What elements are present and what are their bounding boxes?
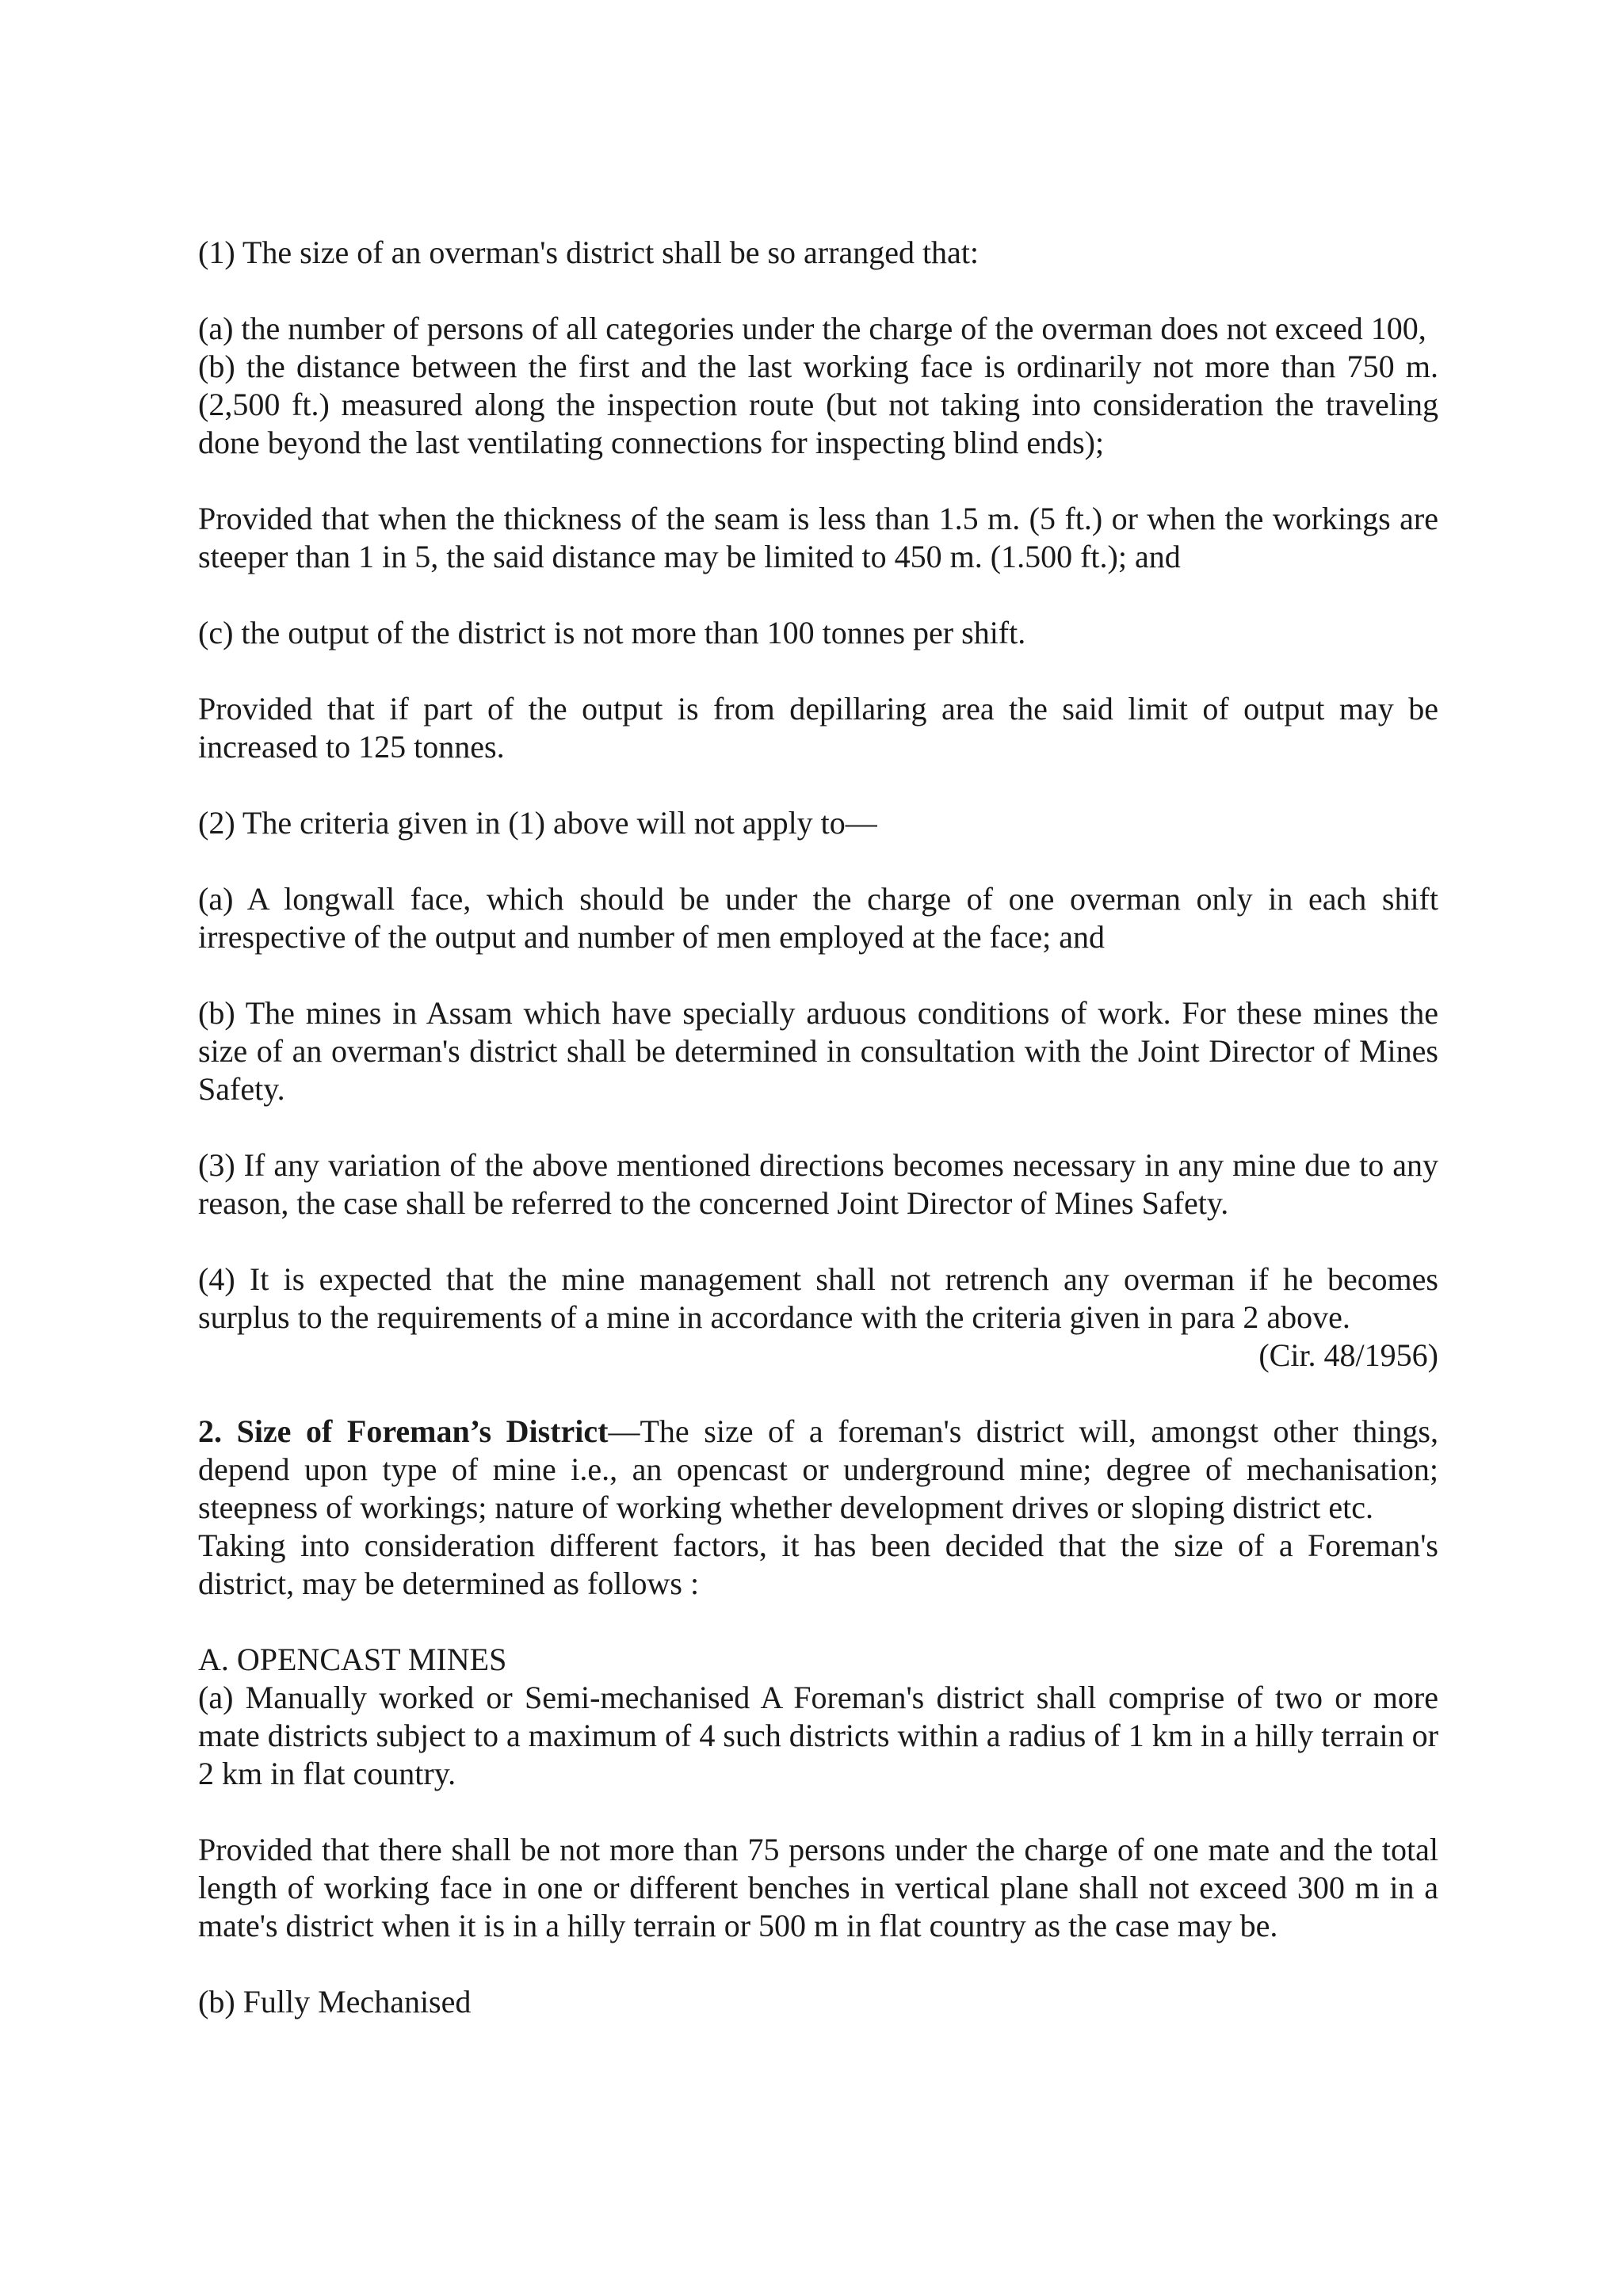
section-foreman-district-body-wrap bbox=[198, 1413, 1438, 1525]
clause-3: (3) If any variation of the above mentioned directions becomes necessary in any mine due to any reason, the case shall be referred to the concerned Joint Director of Mines Safety. bbox=[198, 1147, 1438, 1221]
proviso-depillaring: Provided that if part of the output is from depillaring area the said limit of output may be increased to 125 tonnes. bbox=[198, 691, 1438, 765]
clause-4: (4) It is expected that the mine management shall not retrench any overman if he becomes surplus to the requirements of a mine in accordance with the criteria given in para 2 above. bbox=[198, 1261, 1438, 1335]
section-body-continued: Taking into consideration different factors, it has been decided that the size of a Foreman's district, may be determined as follows : bbox=[198, 1527, 1438, 1601]
clause-2-intro: (2) The criteria given in (1) above will not apply to— bbox=[198, 805, 877, 841]
section-heading: 2. Size of Foreman’s District bbox=[198, 1413, 609, 1449]
clause-2a: (a) A longwall face, which should be under the charge of one overman only in each shift irrespective of the output and number of men employed at the face; and bbox=[198, 881, 1438, 955]
section-foreman-district bbox=[198, 1413, 1438, 1603]
clause-2b: (b) The mines in Assam which have specially arduous conditions of work. For these mines the size of an overman's district shall be determined in consultation with the Joint Director of Mines Safety. bbox=[198, 995, 1438, 1107]
proviso-seam-thickness: Provided that when the thickness of the seam is less than 1.5 m. (5 ft.) or when the workings are steeper than 1 in 5, the said distance may be limited to 450 m. (1.500 ft.); and bbox=[198, 501, 1438, 574]
clause-1a: (a) the number of persons of all categories under the charge of the overman does not exceed 100, bbox=[198, 311, 1426, 346]
circular-citation: (Cir. 48/1956) bbox=[1258, 1337, 1438, 1373]
clause-1b: (b) the distance between the first and the last working face is ordinarily not more than 750 m. (2,500 ft.) measured along the inspection route (but not taking into consideration the traveling done beyond the last ventilating connections for inspecting blind ends); bbox=[198, 349, 1438, 460]
subsection-opencast-mines: A. OPENCAST MINES bbox=[198, 1642, 507, 1677]
section-body: —The size of a foreman's district will, amongst other things, depend upon type of mine i.e., an opencast or underground mine; degree of mechanisation; steepness of workings; nature of working whether development drives or sloping district etc. bbox=[198, 1413, 1438, 1525]
clause-4-block bbox=[198, 1261, 1438, 1375]
opencast-clause-a: (a) Manually worked or Semi-mechanised A Foreman's district shall comprise of two or more mate districts subject to a maximum of 4 such districts within a radius of 1 km in a hilly terrain or 2 km in flat country. bbox=[198, 1680, 1438, 1791]
clause-1c: (c) the output of the district is not more than 100 tonnes per shift. bbox=[198, 615, 1026, 650]
opencast-clause-b: (b) Fully Mechanised bbox=[198, 1984, 472, 2019]
proviso-mate-district: Provided that there shall be not more than 75 persons under the charge of one mate and the total length of working face in one or different benches in vertical plane shall not exceed 300 m in a mate's district when it is in a hilly terrain or 500 m in flat country as the case may be. bbox=[198, 1832, 1438, 1943]
document-page bbox=[198, 234, 1438, 2021]
clause-1-items bbox=[198, 310, 1438, 462]
opencast-block bbox=[198, 1641, 1438, 1793]
clause-1-intro: (1) The size of an overman's district shall be so arranged that: bbox=[198, 235, 980, 270]
